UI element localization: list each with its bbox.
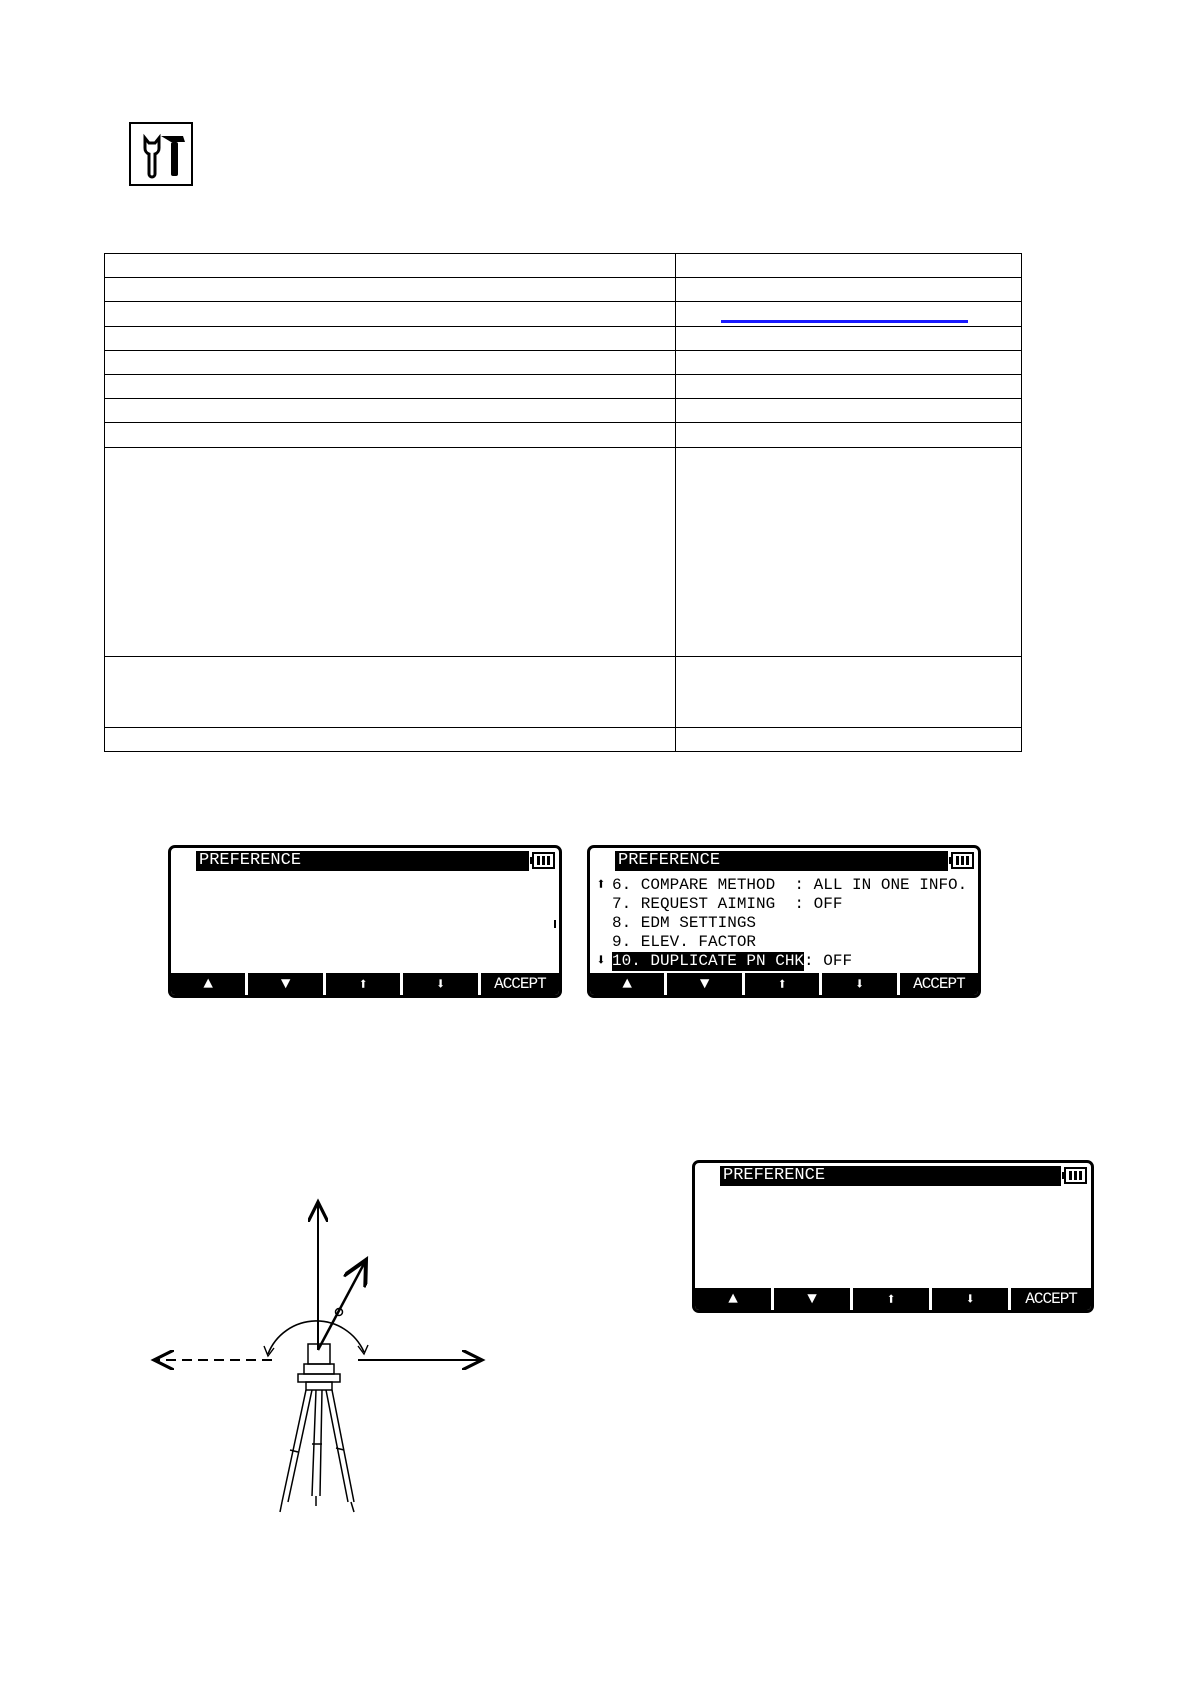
softkey-page-down-button[interactable]: ⬇ bbox=[400, 973, 477, 995]
softkey-down-button[interactable]: ▼ bbox=[771, 1288, 850, 1310]
reference-table bbox=[104, 253, 1022, 752]
lcd-screen-preference-2 bbox=[587, 845, 981, 998]
menu-item-label: 8. EDM SETTINGS bbox=[612, 914, 757, 932]
table-row bbox=[105, 423, 1022, 448]
menu-item-label: 6. COMPARE METHOD : ALL IN ONE INFO. bbox=[612, 876, 968, 894]
list-item[interactable] bbox=[590, 914, 974, 933]
softkey-accept-button[interactable]: ACCEPT bbox=[478, 973, 559, 995]
menu-list bbox=[590, 876, 974, 971]
softkey-page-up-button[interactable]: ⬆ bbox=[850, 1288, 929, 1310]
list-item-selected[interactable] bbox=[590, 952, 974, 971]
softkey-bar bbox=[590, 973, 978, 995]
table-row bbox=[105, 327, 1022, 351]
screen-title: PREFERENCE bbox=[720, 1166, 1061, 1186]
softkey-accept-button[interactable]: ACCEPT bbox=[897, 973, 978, 995]
list-item[interactable] bbox=[590, 895, 974, 914]
sight-line bbox=[318, 1260, 366, 1350]
table-row bbox=[105, 399, 1022, 423]
softkey-bar bbox=[171, 973, 559, 995]
scroll-up-icon: ⬆ bbox=[596, 876, 606, 894]
battery-icon bbox=[530, 852, 556, 869]
table-row bbox=[105, 728, 1022, 752]
table-row bbox=[105, 657, 1022, 728]
table-row bbox=[105, 278, 1022, 302]
softkey-bar bbox=[695, 1288, 1091, 1310]
total-station-icon bbox=[298, 1344, 340, 1390]
table-row bbox=[105, 302, 1022, 327]
hyperlink[interactable] bbox=[721, 320, 968, 323]
screen-title: PREFERENCE bbox=[196, 851, 529, 871]
scroll-down-icon: ⬇ bbox=[596, 952, 606, 970]
softkey-down-button[interactable]: ▼ bbox=[664, 973, 741, 995]
lcd-screen-preference-3 bbox=[692, 1160, 1094, 1313]
softkey-page-down-button[interactable]: ⬇ bbox=[819, 973, 896, 995]
tripod-icon bbox=[280, 1390, 354, 1512]
menu-item-label: 7. REQUEST AIMING : OFF bbox=[612, 895, 843, 913]
table-row bbox=[105, 254, 1022, 278]
softkey-up-button[interactable]: ▲ bbox=[728, 1290, 738, 1308]
battery-icon bbox=[949, 852, 975, 869]
instrument-angle-diagram bbox=[140, 1190, 500, 1520]
softkey-accept-button[interactable]: ACCEPT bbox=[1008, 1288, 1091, 1310]
menu-item-value: : OFF bbox=[804, 952, 853, 970]
menu-item-label: 9. ELEV. FACTOR bbox=[612, 933, 757, 951]
softkey-up-button[interactable]: ▲ bbox=[203, 975, 214, 993]
softkey-up-button[interactable]: ▲ bbox=[622, 975, 633, 993]
softkey-page-down-button[interactable]: ⬇ bbox=[929, 1288, 1008, 1310]
menu-item-label: 10. DUPLICATE PN CHK bbox=[612, 952, 805, 970]
lcd-screen-preference-1 bbox=[168, 845, 562, 998]
softkey-page-up-button[interactable]: ⬆ bbox=[323, 973, 400, 995]
angle-arc bbox=[268, 1321, 364, 1354]
table-row bbox=[105, 375, 1022, 399]
battery-icon bbox=[1062, 1167, 1088, 1184]
scroll-indicator bbox=[554, 920, 556, 928]
list-item[interactable] bbox=[590, 933, 974, 952]
tools-icon bbox=[129, 122, 193, 186]
table-row bbox=[105, 351, 1022, 375]
table-row bbox=[105, 448, 1022, 657]
screen-title: PREFERENCE bbox=[615, 851, 948, 871]
list-item[interactable] bbox=[590, 876, 974, 895]
softkey-page-up-button[interactable]: ⬆ bbox=[742, 973, 819, 995]
softkey-down-button[interactable]: ▼ bbox=[245, 973, 322, 995]
